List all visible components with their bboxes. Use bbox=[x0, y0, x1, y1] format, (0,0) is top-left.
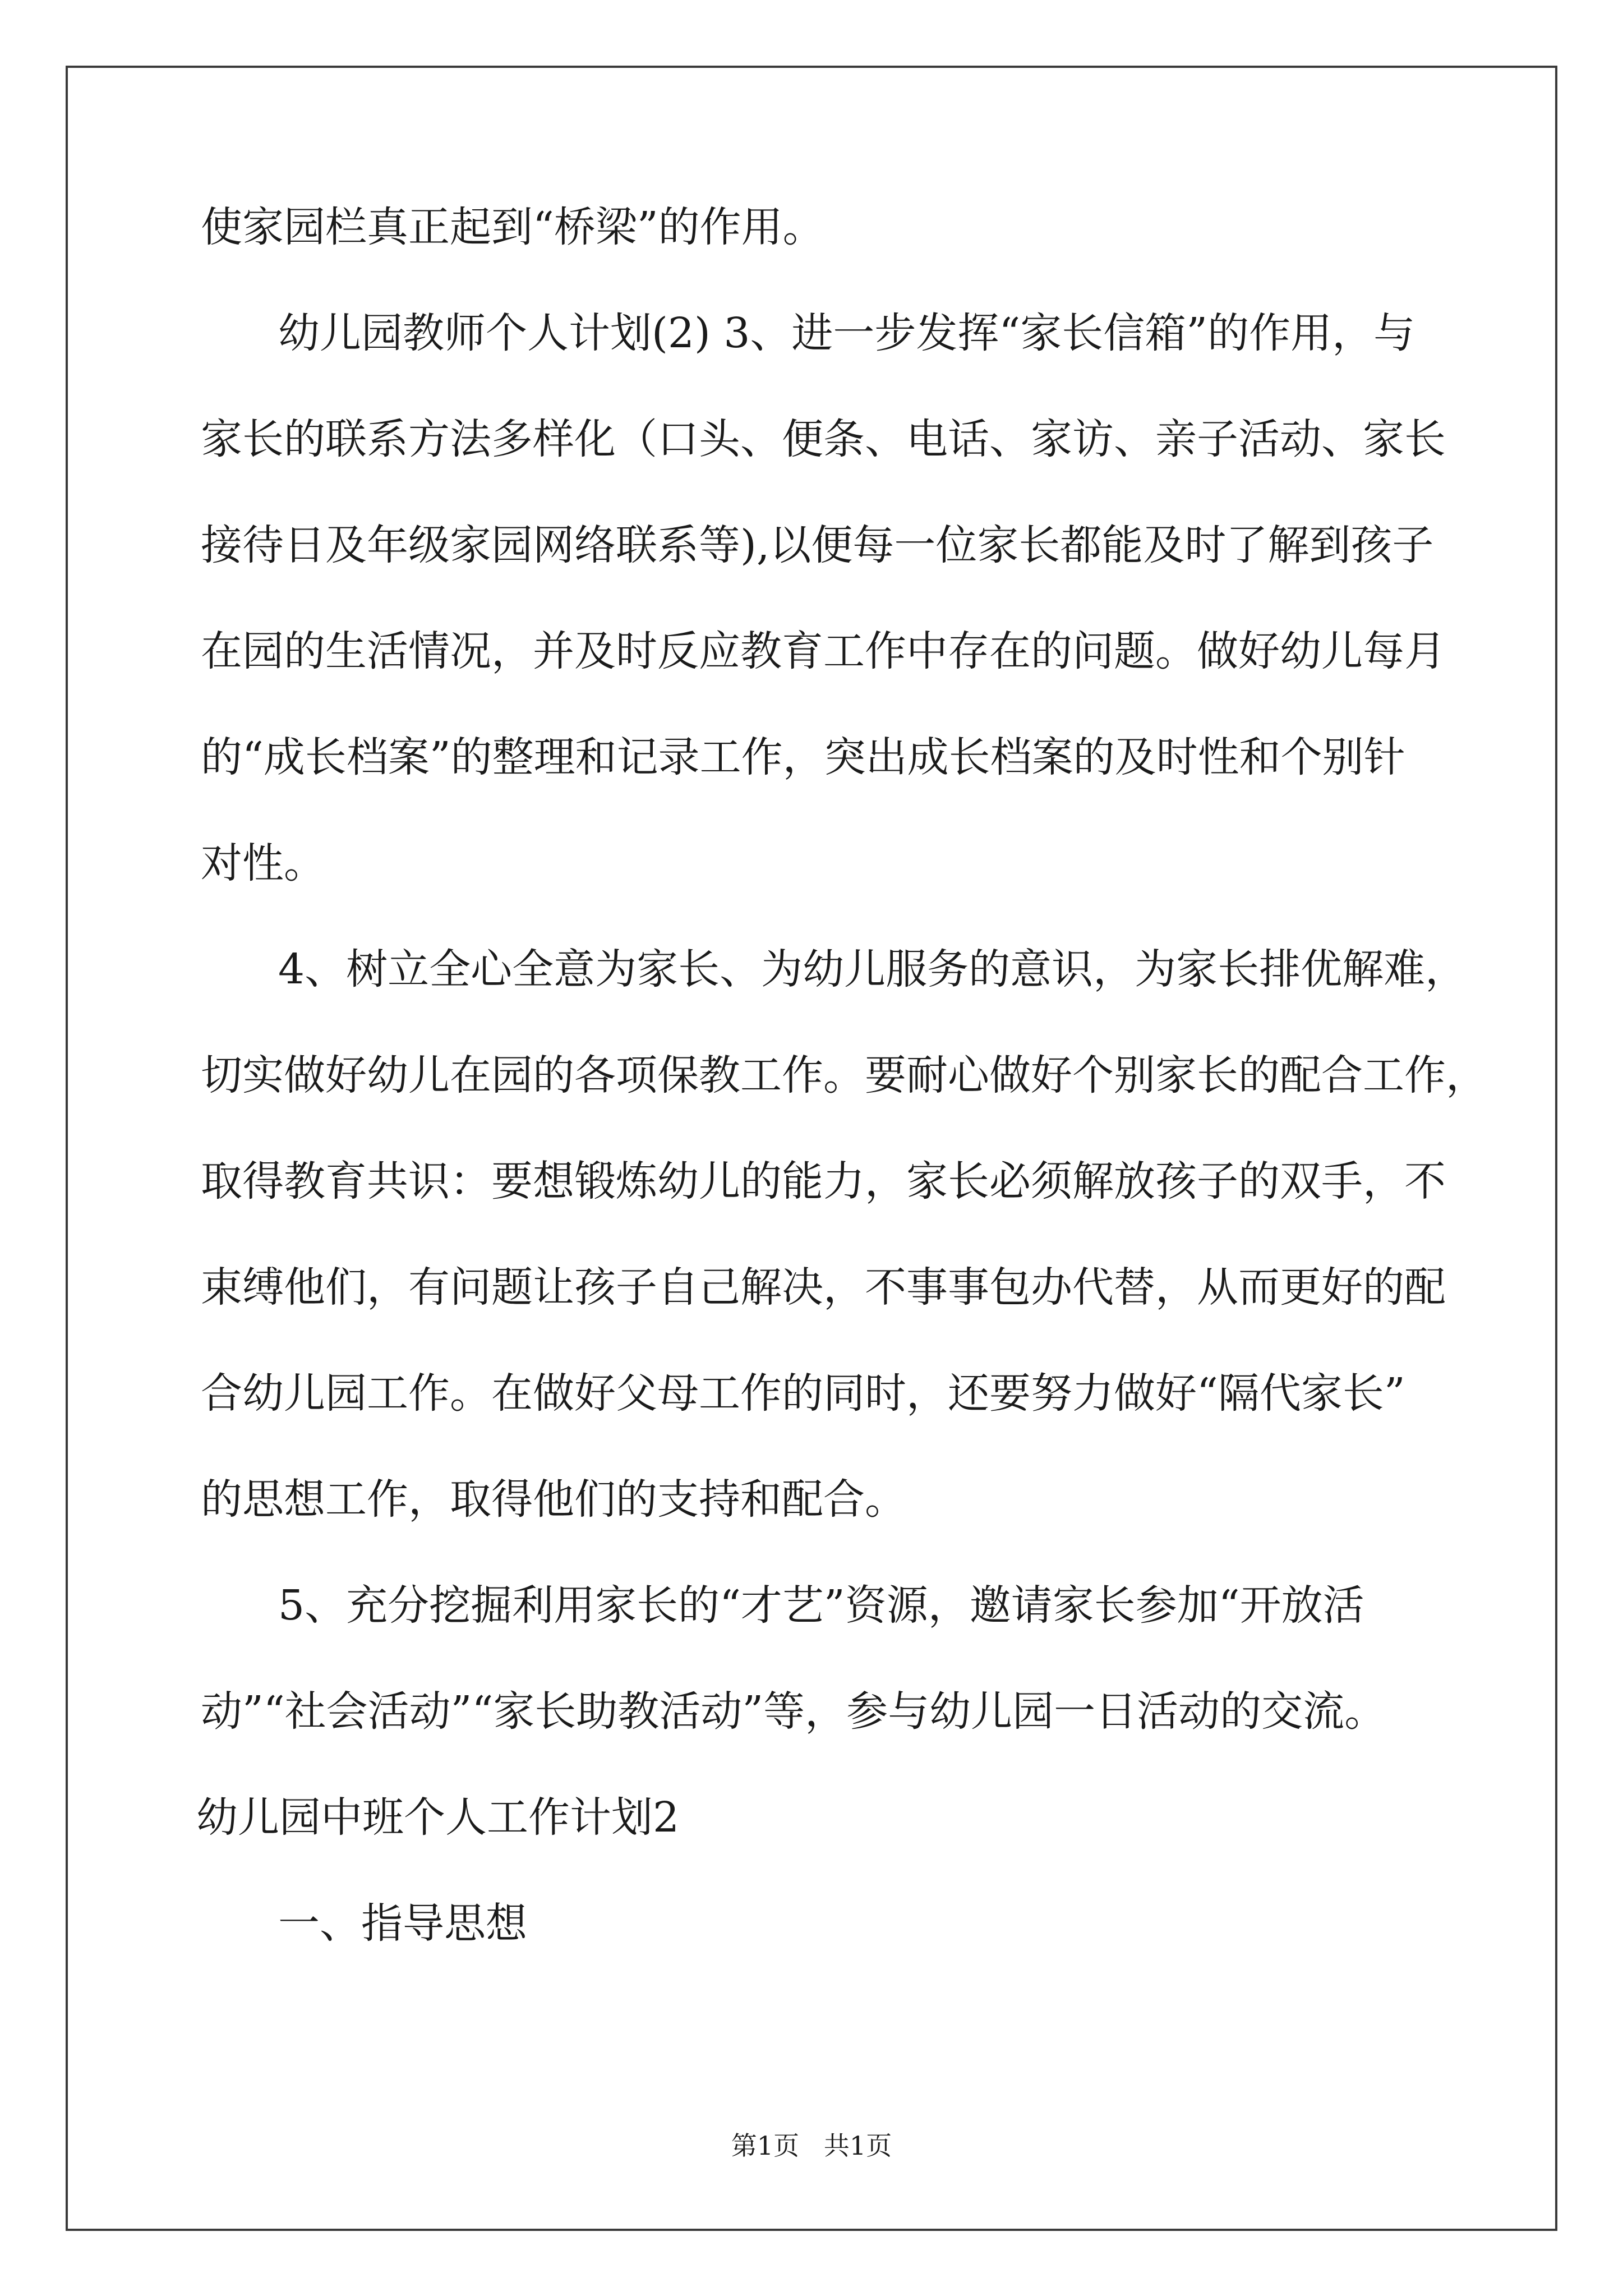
page-footer: 第1页 共1页 bbox=[731, 2131, 892, 2161]
text-line: 对性。 bbox=[201, 839, 325, 887]
text-line: 切实做好幼儿在园的各项保教工作。要耐心做好个别家长的配合工作， bbox=[201, 1051, 1487, 1099]
subsection-heading: 一、指导思想 bbox=[278, 1899, 527, 1948]
text-line: 使家园栏真正起到“桥梁”的作用。 bbox=[201, 203, 824, 251]
text-line: 合幼儿园工作。在做好父母工作的同时，还要努力做好“隔代家长” bbox=[201, 1369, 1405, 1418]
text-line: 束缚他们，有问题让孩子自己解决，不事事包办代替，从而更好的配 bbox=[201, 1263, 1446, 1312]
text-line: 取得教育共识：要想锻炼幼儿的能力，家长必须解放孩子的双手，不 bbox=[201, 1157, 1446, 1205]
text-line: 动”“社会活动”“家长助教活动”等，参与幼儿园一日活动的交流。 bbox=[201, 1687, 1386, 1736]
text-line: 在园的生活情况，并及时反应教育工作中存在的问题。做好幼儿每月 bbox=[201, 627, 1446, 675]
text-line: 4、树立全心全意为家长、为幼儿服务的意识，为家长排优解难， bbox=[278, 945, 1467, 993]
text-line: 5、充分挖掘利用家长的“才艺”资源，邀请家长参加“开放活 bbox=[278, 1581, 1364, 1630]
section-heading: 幼儿园中班个人工作计划2 bbox=[196, 1793, 680, 1842]
text-line: 的思想工作，取得他们的支持和配合。 bbox=[201, 1475, 906, 1524]
text-line: 家长的联系方法多样化（口头、便条、电话、家访、亲子活动、家长 bbox=[201, 415, 1446, 463]
text-line: 的“成长档案”的整理和记录工作，突出成长档案的及时性和个别针 bbox=[201, 733, 1405, 781]
text-line: 接待日及年级家园网络联系等),以便每一位家长都能及时了解到孩子 bbox=[201, 521, 1434, 569]
text-line: 幼儿园教师个人计划(2) 3、进一步发挥“家长信箱”的作用，与 bbox=[278, 309, 1415, 357]
